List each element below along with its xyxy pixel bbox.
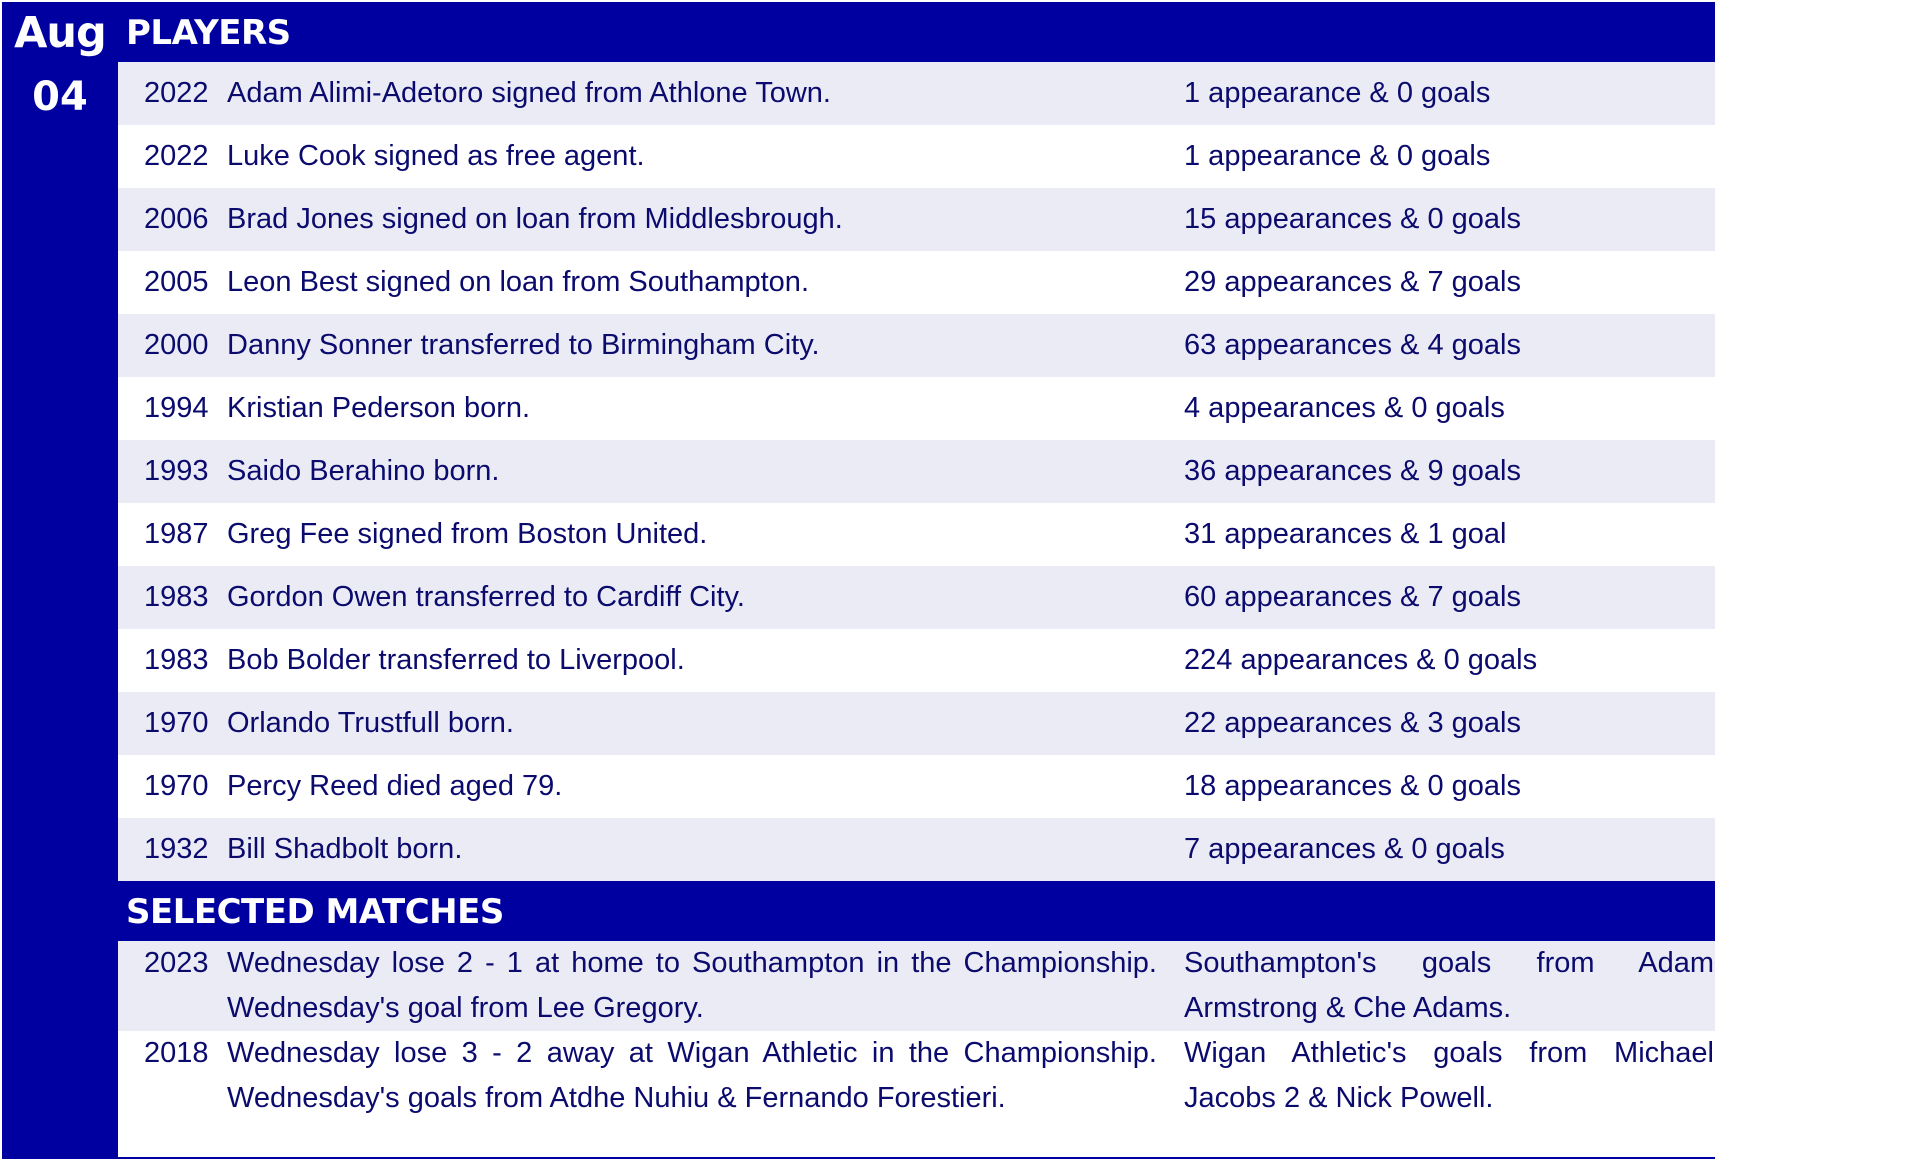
player-year: 2000 xyxy=(144,329,209,361)
player-year: 1970 xyxy=(144,770,209,802)
match-row xyxy=(118,941,1715,1031)
player-stats: 15 appearances & 0 goals xyxy=(1184,203,1521,235)
player-year: 2022 xyxy=(144,77,209,109)
player-stats: 31 appearances & 1 goal xyxy=(1184,518,1507,550)
player-stats: 22 appearances & 3 goals xyxy=(1184,707,1521,739)
player-row xyxy=(118,251,1715,314)
player-stats: 1 appearance & 0 goals xyxy=(1184,77,1491,109)
player-row xyxy=(118,62,1715,125)
content xyxy=(118,2,1715,1121)
date-sidebar xyxy=(2,2,118,1159)
player-stats: 1 appearance & 0 goals xyxy=(1184,140,1491,172)
player-row xyxy=(118,314,1715,377)
player-stats: 60 appearances & 7 goals xyxy=(1184,581,1521,613)
player-year: 1983 xyxy=(144,644,209,676)
match-description: Wednesday lose 2 - 1 at home to Southampton in the Championship. Wednesday's goal from Lee Gregory. xyxy=(227,947,1157,1024)
player-row xyxy=(118,629,1715,692)
player-event: Bob Bolder transferred to Liverpool. xyxy=(227,644,685,676)
player-row xyxy=(118,755,1715,818)
player-row xyxy=(118,377,1715,440)
player-year: 1987 xyxy=(144,518,209,550)
player-event: Saido Berahino born. xyxy=(227,455,500,487)
player-stats: 63 appearances & 4 goals xyxy=(1184,329,1521,361)
player-year: 1993 xyxy=(144,455,209,487)
player-row xyxy=(118,440,1715,503)
player-event: Danny Sonner transferred to Birmingham City. xyxy=(227,329,820,361)
date-day: 04 xyxy=(32,74,88,120)
players-list xyxy=(118,62,1715,881)
player-stats: 29 appearances & 7 goals xyxy=(1184,266,1521,298)
player-event: Luke Cook signed as free agent. xyxy=(227,140,645,172)
matches-list xyxy=(118,941,1715,1121)
date-month: Aug xyxy=(14,8,106,58)
player-year: 1983 xyxy=(144,581,209,613)
player-row xyxy=(118,503,1715,566)
player-stats: 4 appearances & 0 goals xyxy=(1184,392,1505,424)
player-row xyxy=(118,566,1715,629)
player-year: 2005 xyxy=(144,266,209,298)
player-row xyxy=(118,818,1715,881)
match-year: 2018 xyxy=(144,1037,209,1069)
player-event: Gordon Owen transferred to Cardiff City. xyxy=(227,581,745,613)
player-event: Orlando Trustfull born. xyxy=(227,707,514,739)
player-year: 1932 xyxy=(144,833,209,865)
player-year: 1970 xyxy=(144,707,209,739)
player-event: Leon Best signed on loan from Southampton. xyxy=(227,266,809,298)
player-event: Greg Fee signed from Boston United. xyxy=(227,518,708,550)
match-year: 2023 xyxy=(144,947,209,979)
player-row xyxy=(118,125,1715,188)
player-year: 2022 xyxy=(144,140,209,172)
player-stats: 7 appearances & 0 goals xyxy=(1184,833,1505,865)
player-year: 2006 xyxy=(144,203,209,235)
player-event: Adam Alimi-Adetoro signed from Athlone Town. xyxy=(227,77,831,109)
player-stats: 224 appearances & 0 goals xyxy=(1184,644,1538,676)
player-row xyxy=(118,692,1715,755)
match-row xyxy=(118,1031,1715,1121)
player-stats: 36 appearances & 9 goals xyxy=(1184,455,1521,487)
player-event: Bill Shadbolt born. xyxy=(227,833,463,865)
match-opponent-goals: Southampton's goals from Adam Armstrong & Che Adams. xyxy=(1184,947,1714,1024)
players-heading: PLAYERS xyxy=(118,2,1715,62)
player-year: 1994 xyxy=(144,392,209,424)
player-stats: 18 appearances & 0 goals xyxy=(1184,770,1521,802)
match-opponent-goals: Wigan Athletic's goals from Michael Jacobs 2 & Nick Powell. xyxy=(1184,1037,1714,1114)
player-event: Kristian Pederson born. xyxy=(227,392,531,424)
player-event: Brad Jones signed on loan from Middlesbrough. xyxy=(227,203,843,235)
player-event: Percy Reed died aged 79. xyxy=(227,770,563,802)
match-description: Wednesday lose 3 - 2 away at Wigan Athletic in the Championship. Wednesday's goals from Atdhe Nuhiu & Fernando Forestieri. xyxy=(227,1037,1157,1114)
player-row xyxy=(118,188,1715,251)
matches-heading: SELECTED MATCHES xyxy=(118,881,1715,941)
